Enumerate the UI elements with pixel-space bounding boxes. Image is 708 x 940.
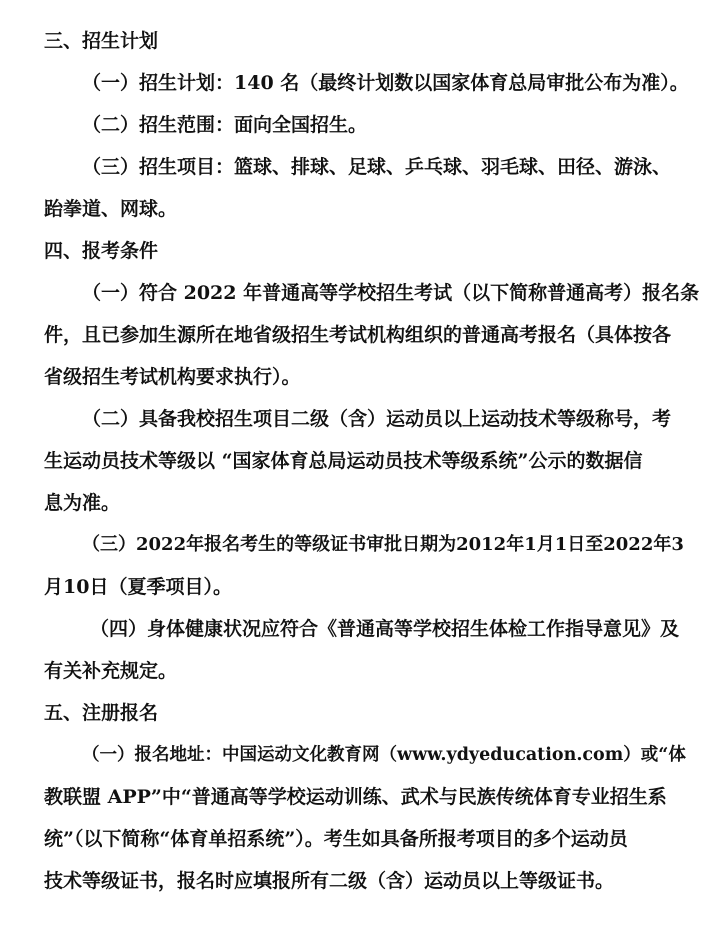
paragraph-registration-line-4: 技术等级证书，报名时应填报所有二级（含）运动员以上等级证书。 — [44, 870, 615, 892]
section-heading-enrollment-plan: 三、招生计划 — [44, 30, 159, 52]
paragraph-requirement-1-line-3: 省级招生考试机构要求执行）。 — [44, 366, 301, 388]
paragraph-requirement-1-line-1: （一）符合 2022 年普通高等学校招生考试（以下简称普通高考）报名条 — [82, 282, 700, 304]
paragraph-requirement-2-line-1: （二）具备我校招生项目二级（含）运动员以上运动技术等级称号，考 — [82, 408, 672, 430]
paragraph-enrollment-scope: （二）招生范围：面向全国招生。 — [82, 114, 368, 136]
paragraph-registration-line-1: （一）报名地址：中国运动文化教育网（www.ydyeducation.com）或“体 — [82, 745, 686, 765]
paragraph-requirement-2-line-3: 息为准。 — [44, 492, 121, 514]
paragraph-requirement-1-line-2: 件，且已参加生源所在地省级招生考试机构组织的普通高考报名（具体按各 — [44, 324, 672, 346]
paragraph-sports-items-line-1: （三）招生项目：篮球、排球、足球、乒乓球、羽毛球、田径、游泳、 — [82, 156, 672, 178]
paragraph-requirement-4-line-2: 有关补充规定。 — [44, 660, 178, 682]
paragraph-registration-line-2: 教联盟 APP”中“普通高等学校运动训练、武术与民族传统体育专业招生系 — [44, 786, 667, 808]
section-heading-requirements: 四、报考条件 — [44, 240, 159, 262]
paragraph-requirement-3-line-2: 月10日（夏季项目）。 — [44, 576, 232, 598]
paragraph-requirement-3-line-1: （三）2022年报名考生的等级证书审批日期为2012年1月1日至2022年3 — [82, 534, 684, 555]
paragraph-sports-items-line-2: 跆拳道、网球。 — [44, 198, 178, 220]
paragraph-requirement-4-line-1: （四）身体健康状况应符合《普通高等学校招生体检工作指导意见》及 — [90, 618, 680, 640]
paragraph-requirement-2-line-2: 生运动员技术等级以 “国家体育总局运动员技术等级系统”公示的数据信 — [44, 450, 643, 472]
section-heading-registration: 五、注册报名 — [44, 702, 159, 724]
paragraph-registration-line-3: 统”（以下简称“体育单招系统”）。考生如具备所报考项目的多个运动员 — [44, 828, 628, 850]
paragraph-plan-quota: （一）招生计划：140 名（最终计划数以国家体育总局审批公布为准）。 — [82, 72, 689, 94]
